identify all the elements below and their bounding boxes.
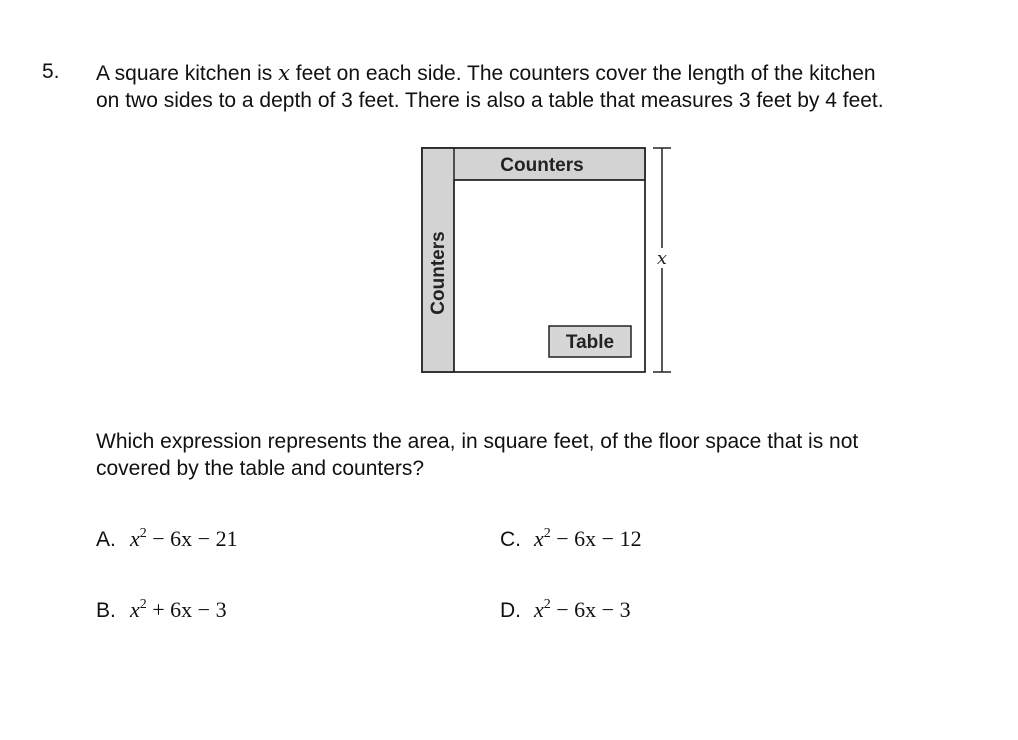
choice-exponent: 2	[543, 597, 551, 612]
choice-rest: − 6x − 12	[550, 526, 642, 551]
prompt-variable: x	[278, 61, 290, 85]
choice-var: x	[130, 597, 140, 622]
choice-expression	[534, 526, 642, 551]
choice-rest: − 6x − 3	[550, 597, 631, 622]
choice-expression	[130, 526, 238, 551]
dimension-label: x	[656, 248, 668, 269]
choice-d[interactable]	[500, 597, 631, 623]
choice-letter: B.	[96, 599, 116, 622]
choice-letter: D.	[500, 599, 521, 622]
ask-line-1: Which expression represents the area, in square feet, of the floor space that is not	[96, 430, 859, 453]
kitchen-diagram	[410, 140, 680, 385]
choice-b[interactable]	[96, 597, 227, 623]
question-ask	[96, 428, 996, 482]
prompt-line-1	[96, 60, 996, 87]
prompt-line-2: on two sides to a depth of 3 feet. There is also a table that measures 3 feet by 4 feet.	[96, 89, 884, 112]
choice-expression	[130, 597, 227, 622]
question-prompt	[96, 60, 996, 114]
choice-letter: A.	[96, 528, 116, 551]
choice-rest: + 6x − 3	[146, 597, 227, 622]
choice-letter: C.	[500, 528, 521, 551]
choice-expression	[534, 597, 631, 622]
side-counter-label: Counters	[428, 231, 449, 315]
prompt-text-a: A square kitchen is	[96, 62, 279, 85]
ask-line-2: covered by the table and counters?	[96, 457, 425, 480]
prompt-text-b: feet on each side. The counters cover the length of the kitchen	[289, 62, 876, 85]
choice-var: x	[130, 526, 140, 551]
choice-exponent: 2	[139, 526, 147, 541]
choice-rest: − 6x − 21	[146, 526, 238, 551]
choice-a[interactable]	[96, 526, 238, 552]
top-counter-label: Counters	[500, 155, 584, 176]
table-label: Table	[565, 332, 615, 353]
choice-exponent: 2	[543, 526, 551, 541]
choice-exponent: 2	[139, 597, 147, 612]
choice-var: x	[534, 526, 544, 551]
choice-var: x	[534, 597, 544, 622]
question-number: 5.	[42, 60, 60, 83]
choice-c[interactable]	[500, 526, 642, 552]
